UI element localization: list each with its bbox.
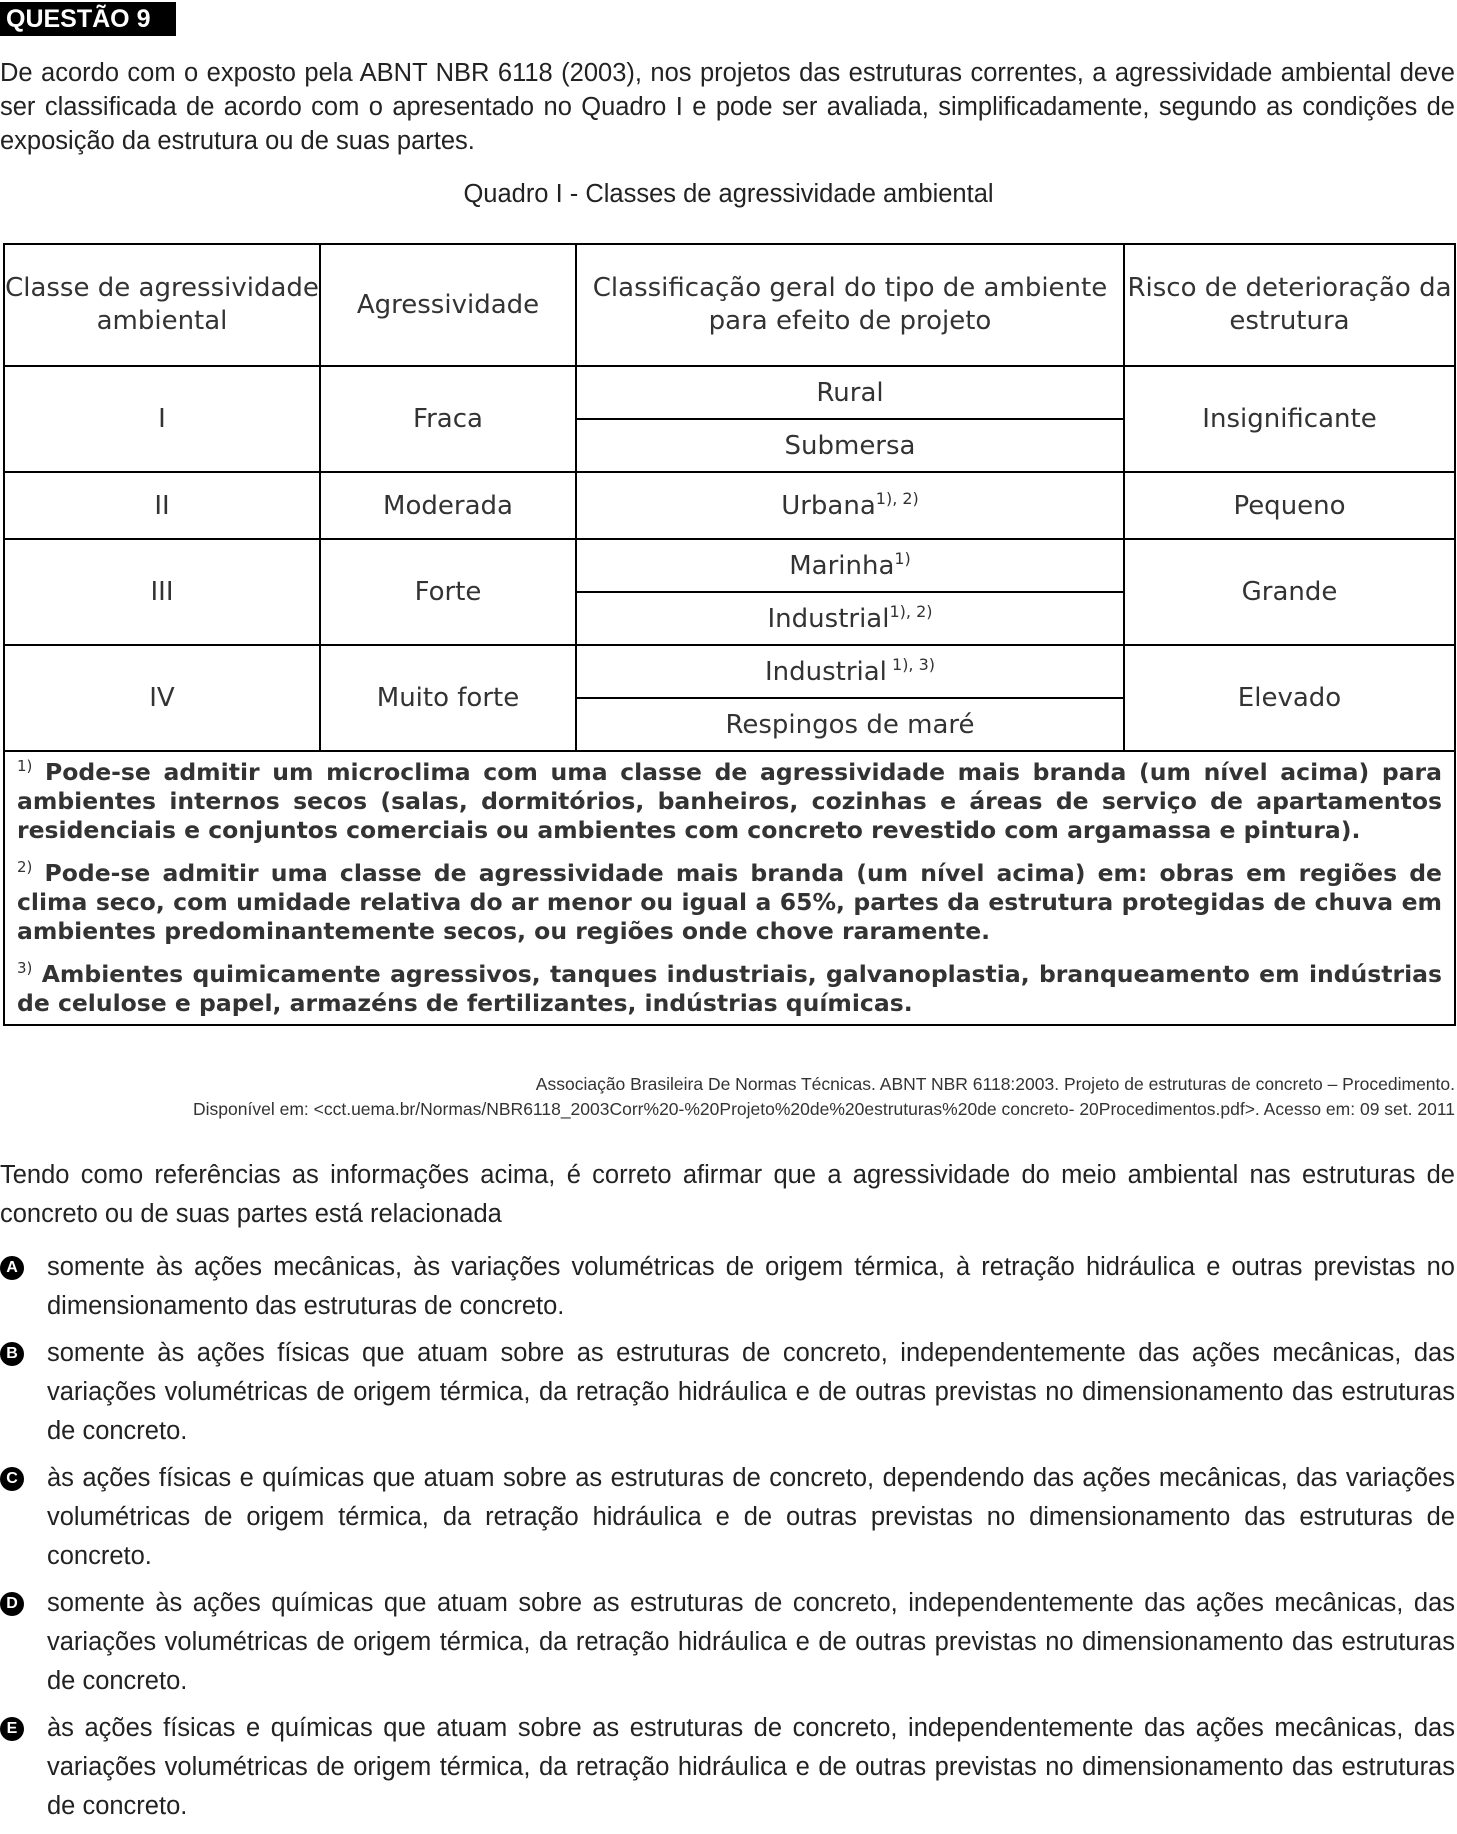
cell-risco: Grande	[1124, 539, 1455, 645]
header-classe: Classe de agressividade ambiental	[4, 244, 320, 366]
table-notes	[4, 751, 1455, 1025]
option-text: às ações físicas e químicas que atuam sobre as estruturas de concreto, independentemente das ações mecânicas, das variações volumétricas de origem térmica, da retração hidráulica e de outras previstas no dimensionamento das estruturas de concreto.	[47, 1714, 1455, 1820]
table-row	[4, 539, 1455, 592]
cell-risco: Elevado	[1124, 645, 1455, 751]
cell-ambiente: Respingos de maré	[576, 698, 1124, 751]
cell-risco: Insignificante	[1124, 366, 1455, 472]
cell-agressividade: Moderada	[320, 472, 576, 539]
cell-ambiente: Industrial$^{1), 2)}$	[576, 592, 1124, 645]
source-citation	[15, 1072, 1455, 1122]
cell-ambiente: Submersa	[576, 419, 1124, 472]
cell-ambiente: Industrial $^{1), 3)}$	[576, 645, 1124, 698]
cell-agressividade: Muito forte	[320, 645, 576, 751]
option-d[interactable]	[0, 1584, 1455, 1701]
table-row	[4, 472, 1455, 539]
header-agressividade: Agressividade	[320, 244, 576, 366]
cell-classe: III	[4, 539, 320, 645]
cell-classe: I	[4, 366, 320, 472]
option-letter-badge: A	[0, 1256, 24, 1280]
option-text: às ações físicas e químicas que atuam sobre as estruturas de concreto, dependendo das ações mecânicas, das variações volumétricas de origem térmica, da retração hidráulica e de outras previstas no dimensionamento das estruturas de concreto.	[47, 1464, 1455, 1570]
cell-risco: Pequeno	[1124, 472, 1455, 539]
option-letter-badge: B	[0, 1342, 24, 1366]
footnote: $^{3)}$ Ambientes quimicamente agressivos, tanques industriais, galvanoplastia, branqueamento em indústrias de celulose e papel, armazéns de fertilizantes, indústrias químicas.	[17, 959, 1442, 1017]
footnote: $^{1)}$ Pode-se admitir um microclima com uma classe de agressividade mais branda (um nível acima) para ambientes internos secos (salas, dormitórios, banheiros, cozinhas e áreas de serviço de apartamentos residenciais e conjuntos comerciais ou ambientes com concreto revestido com argamassa e pintura).	[17, 757, 1442, 844]
question-stem: Tendo como referências as informações acima, é correto afirmar que a agressividade do meio ambiental nas estruturas de concreto ou de suas partes está relacionada	[0, 1161, 1455, 1228]
table-row	[4, 645, 1455, 698]
option-b[interactable]	[0, 1334, 1455, 1451]
source-line-2: Disponível em: <cct.uema.br/Normas/NBR6118_2003Corr%20-%20Projeto%20de%20estruturas%20de concreto- 20Procedimentos.pdf>. Acesso em: 09 set. 2011	[193, 1099, 1455, 1119]
option-letter-badge: D	[0, 1592, 24, 1616]
cell-classe: II	[4, 472, 320, 539]
answer-options	[0, 1248, 1457, 1834]
table-header-row	[4, 244, 1455, 366]
option-letter-badge: E	[0, 1717, 24, 1741]
option-a[interactable]	[0, 1248, 1455, 1326]
question-number: QUESTÃO 9	[0, 2, 176, 36]
cell-ambiente: Urbana$^{1), 2)}$	[576, 472, 1124, 539]
cell-agressividade: Fraca	[320, 366, 576, 472]
question-intro: De acordo com o exposto pela ABNT NBR 6118 (2003), nos projetos das estruturas correntes, a agressividade ambiental deve ser classificada de acordo com o apresentado no Quadro I e pode ser avaliada, simplificadamente, segundo as condições de exposição da estrutura ou de suas partes.	[0, 59, 1455, 155]
source-line-1: Associação Brasileira De Normas Técnicas. ABNT NBR 6118:2003. Projeto de estruturas de concreto – Procedimento.	[535, 1074, 1455, 1094]
cell-agressividade: Forte	[320, 539, 576, 645]
footnote: $^{2)}$ Pode-se admitir uma classe de agressividade mais branda (um nível acima) em: obras em regiões de clima seco, com umidade relativa do ar menor ou igual a 65%, partes da estrutura protegidas de chuva em ambientes predominantemente secos, ou regiões onde chove raramente.	[17, 858, 1442, 945]
cell-ambiente: Marinha$^{1)}$	[576, 539, 1124, 592]
cell-ambiente: Rural	[576, 366, 1124, 419]
option-text: somente às ações físicas que atuam sobre as estruturas de concreto, independentemente das ações mecânicas, das variações volumétricas de origem térmica, da retração hidráulica e de outras previstas no dimensionamento das estruturas de concreto.	[47, 1339, 1455, 1445]
option-letter-badge: C	[0, 1467, 24, 1491]
option-e[interactable]	[0, 1709, 1455, 1826]
option-c[interactable]	[0, 1459, 1455, 1576]
option-text: somente às ações mecânicas, às variações volumétricas de origem térmica, à retração hidráulica e outras previstas no dimensionamento das estruturas de concreto.	[47, 1253, 1455, 1320]
table-title: Quadro I - Classes de agressividade ambiental	[463, 180, 994, 208]
option-text: somente às ações químicas que atuam sobre as estruturas de concreto, independentemente das ações mecânicas, das variações volumétricas de origem térmica, da retração hidráulica e de outras previstas no dimensionamento das estruturas de concreto.	[47, 1589, 1455, 1695]
aggressiveness-table	[3, 243, 1456, 1026]
header-risco: Risco de deterioração da estrutura	[1124, 244, 1455, 366]
table-notes-row	[4, 751, 1455, 1025]
cell-classe: IV	[4, 645, 320, 751]
header-classificacao: Classificação geral do tipo de ambiente para efeito de projeto	[576, 244, 1124, 366]
table-row	[4, 366, 1455, 419]
